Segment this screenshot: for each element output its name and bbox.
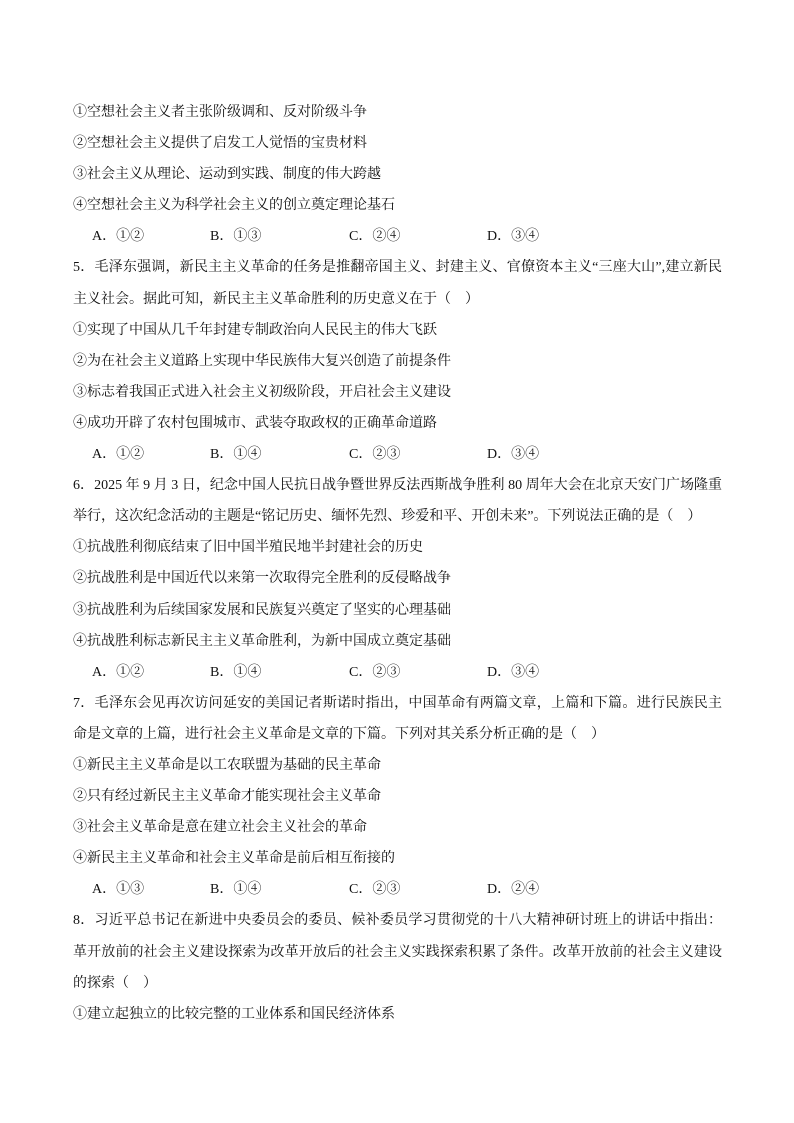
option-b: B．①④ xyxy=(210,447,262,463)
question-stem: 命是文章的上篇，进行社会主义革命是文章的下篇。下列对其关系分析正确的是（ ） xyxy=(73,726,605,742)
statement: ③标志着我国正式进入社会主义初级阶段，开启社会主义建设 xyxy=(73,384,451,400)
question-stem: 7．毛泽东会见再次访问延安的美国记者斯诺时指出，中国革命有两篇文章，上篇和下篇。进行民族民主 xyxy=(73,695,722,711)
statement: ①空想社会主义者主张阶级调和、反对阶级斗争 xyxy=(73,105,367,120)
option-d: D．③④ xyxy=(487,447,540,463)
statement: ①抗战胜利彻底结束了旧中国半殖民地半封建社会的历史 xyxy=(73,540,423,556)
question-stem: 革开放前的社会主义建设探索为改革开放后的社会主义实践探索积累了条件。改革开放前的社会主义建设 xyxy=(73,944,722,960)
question-number: 6． xyxy=(73,478,95,494)
statement: ④新民主主义革命和社会主义革命是前后相互衔接的 xyxy=(73,851,395,867)
statement: ①实现了中国从几千年封建专制政治向人民民主的伟大飞跃 xyxy=(73,322,437,338)
options-row xyxy=(73,221,722,252)
options-row xyxy=(73,874,722,905)
options-row xyxy=(73,439,722,470)
question-number: 7． xyxy=(73,695,95,711)
statement: ①新民主主义革命是以工农联盟为基础的民主革命 xyxy=(73,757,381,773)
statement: ①建立起独立的比较完整的工业体系和国民经济体系 xyxy=(73,1006,395,1022)
option-b: B．①④ xyxy=(210,882,262,898)
question-stem: 8．习近平总书记在新进中央委员会的委员、候补委员学习贯彻党的十八大精神研讨班上的讲话中指出： xyxy=(73,913,722,929)
question-stem: 5．毛泽东强调，新民主主义革命的任务是推翻帝国主义、封建主义、官僚资本主义“三座大山”,建立新民 xyxy=(73,260,722,276)
question-stem: 的探索（ ） xyxy=(73,975,157,991)
option-c: C．②④ xyxy=(349,229,401,245)
option-b: B．①④ xyxy=(210,664,262,680)
statement: ③抗战胜利为后续国家发展和民族复兴奠定了坚实的心理基础 xyxy=(73,602,451,618)
option-c: C．②③ xyxy=(349,882,401,898)
option-c: C．②③ xyxy=(349,664,401,680)
option-a: A．①② xyxy=(92,229,145,245)
statement: ②空想社会主义提供了启发工人觉悟的宝贵材料 xyxy=(73,136,367,152)
statement: ④抗战胜利标志新民主主义革命胜利，为新中国成立奠定基础 xyxy=(73,633,451,649)
question-number: 5． xyxy=(73,260,95,276)
question-stem: 主义社会。据此可知，新民主主义革命胜利的历史意义在于（ ） xyxy=(73,291,479,307)
option-a: A．①③ xyxy=(92,882,145,898)
option-d: D．③④ xyxy=(487,229,540,245)
option-d: D．②④ xyxy=(487,882,540,898)
statement: ③社会主义革命是意在建立社会主义社会的革命 xyxy=(73,820,367,836)
option-d: D．③④ xyxy=(487,664,540,680)
statement: ④空想社会主义为科学社会主义的创立奠定理论基石 xyxy=(73,198,395,214)
options-row xyxy=(73,657,722,688)
question-stem: 举行，这次纪念活动的主题是“铭记历史、缅怀先烈、珍爱和平、开创未来”。下列说法正确的是（ ） xyxy=(73,509,702,525)
option-c: C．②③ xyxy=(349,447,401,463)
statement: ②抗战胜利是中国近代以来第一次取得完全胜利的反侵略战争 xyxy=(73,571,451,587)
statement: ②只有经过新民主主义革命才能实现社会主义革命 xyxy=(73,789,381,805)
statement: ④成功开辟了农村包围城市、武装夺取政权的正确革命道路 xyxy=(73,415,437,431)
page-content xyxy=(73,97,722,1030)
option-b: B．①③ xyxy=(210,229,262,245)
question-stem: 6．2025 年 9 月 3 日，纪念中国人民抗日战争暨世界反法西斯战争胜利 80 周年大会在北京天安门广场隆重 xyxy=(73,478,722,494)
option-a: A．①② xyxy=(92,447,145,463)
question-number: 8． xyxy=(73,913,95,929)
statement: ③社会主义从理论、运动到实践、制度的伟大跨越 xyxy=(73,167,381,183)
option-a: A．①② xyxy=(92,664,145,680)
statement: ②为在社会主义道路上实现中华民族伟大复兴创造了前提条件 xyxy=(73,353,451,369)
